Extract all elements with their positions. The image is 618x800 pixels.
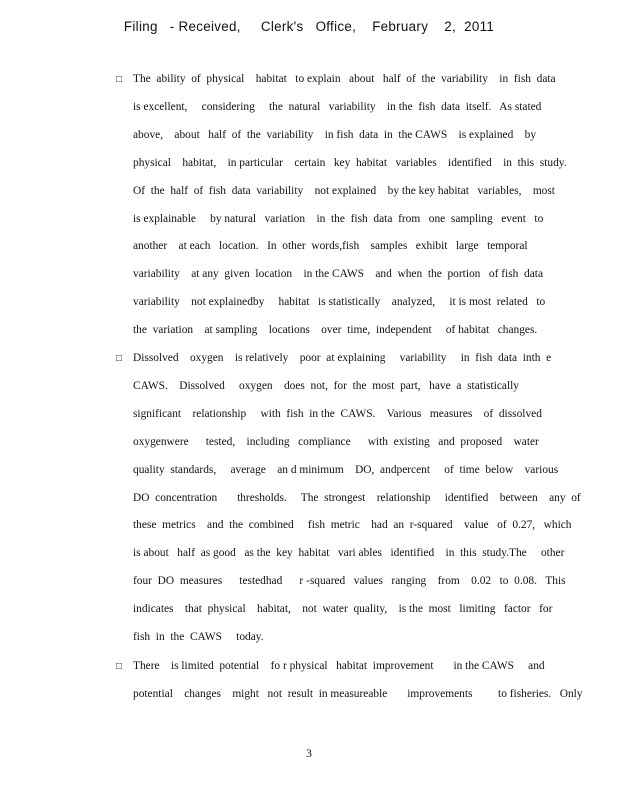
paragraph-line: four DO measures testedhad r -squared values ranging from 0.02 to 0.08. This <box>133 575 566 588</box>
paragraph-line: is explainable by natural variation in the fish data from one sampling event to <box>133 212 544 225</box>
paragraph-line: above, about half of the variability in fish data in the CAWS is explained by <box>133 128 537 141</box>
paragraph-line: oxygenwere tested, including compliance with existing and proposed water <box>133 435 539 448</box>
paragraph-line: variability not explainedby habitat is statistically analyzed, it is most related to <box>133 296 546 309</box>
paragraph-line: another at each location. In other words,fish samples exhibit large temporal <box>133 240 528 253</box>
paragraph-line: CAWS. Dissolved oxygen does not, for the most part, have a statistically <box>133 379 519 392</box>
paragraph-line: The ability of physical habitat to explain about half of the variability in fish data <box>133 73 556 85</box>
paragraph-line: Of the half of fish data variability not explained by the key habitat variables, most <box>133 184 555 197</box>
paragraph-line: DO concentration thresholds. The strongest relationship identified between any of <box>133 491 581 504</box>
paragraph-line: quality standards, average an d minimum DO, andpercent of time below various <box>133 463 559 476</box>
paragraph-line: variability at any given location in the CAWS and when the portion of fish data <box>133 268 544 281</box>
paragraph-line: is about half as good as the key habitat vari ables identified in this study.The other <box>133 547 565 560</box>
page-number: 3 <box>306 748 312 760</box>
bullet-marker: □ <box>116 661 123 672</box>
filing-header: Filing - Received, Clerk's Office, February 2, 2011 <box>123 19 495 34</box>
paragraph-line: significant relationship with fish in the CAWS. Various measures of dissolved <box>133 407 542 420</box>
paragraph-line: is excellent, considering the natural variability in the fish data itself. As stated <box>133 100 542 113</box>
paragraph-line: indicates that physical habitat, not water quality, is the most limiting factor for <box>133 603 553 616</box>
bullet-marker: □ <box>116 74 123 85</box>
paragraph-line: There is limited potential fo r physical habitat improvement in the CAWS and <box>133 660 545 672</box>
paragraph-line: physical habitat, in particular certain key habitat variables identified in this study. <box>133 156 567 169</box>
bullet-marker: □ <box>116 353 123 364</box>
paragraph-line: Dissolved oxygen is relatively poor at explaining variability in fish data inth e <box>133 352 552 364</box>
paragraph-line: fish in the CAWS today. <box>133 631 264 643</box>
paragraph-line: potential changes might not result in measureable improvements to fisheries. Only <box>133 687 583 700</box>
paragraph-line: the variation at sampling locations over time, independent of habitat changes. <box>133 324 538 337</box>
paragraph-line: these metrics and the combined fish metric had an r-squared value of 0.27, which <box>133 519 572 532</box>
